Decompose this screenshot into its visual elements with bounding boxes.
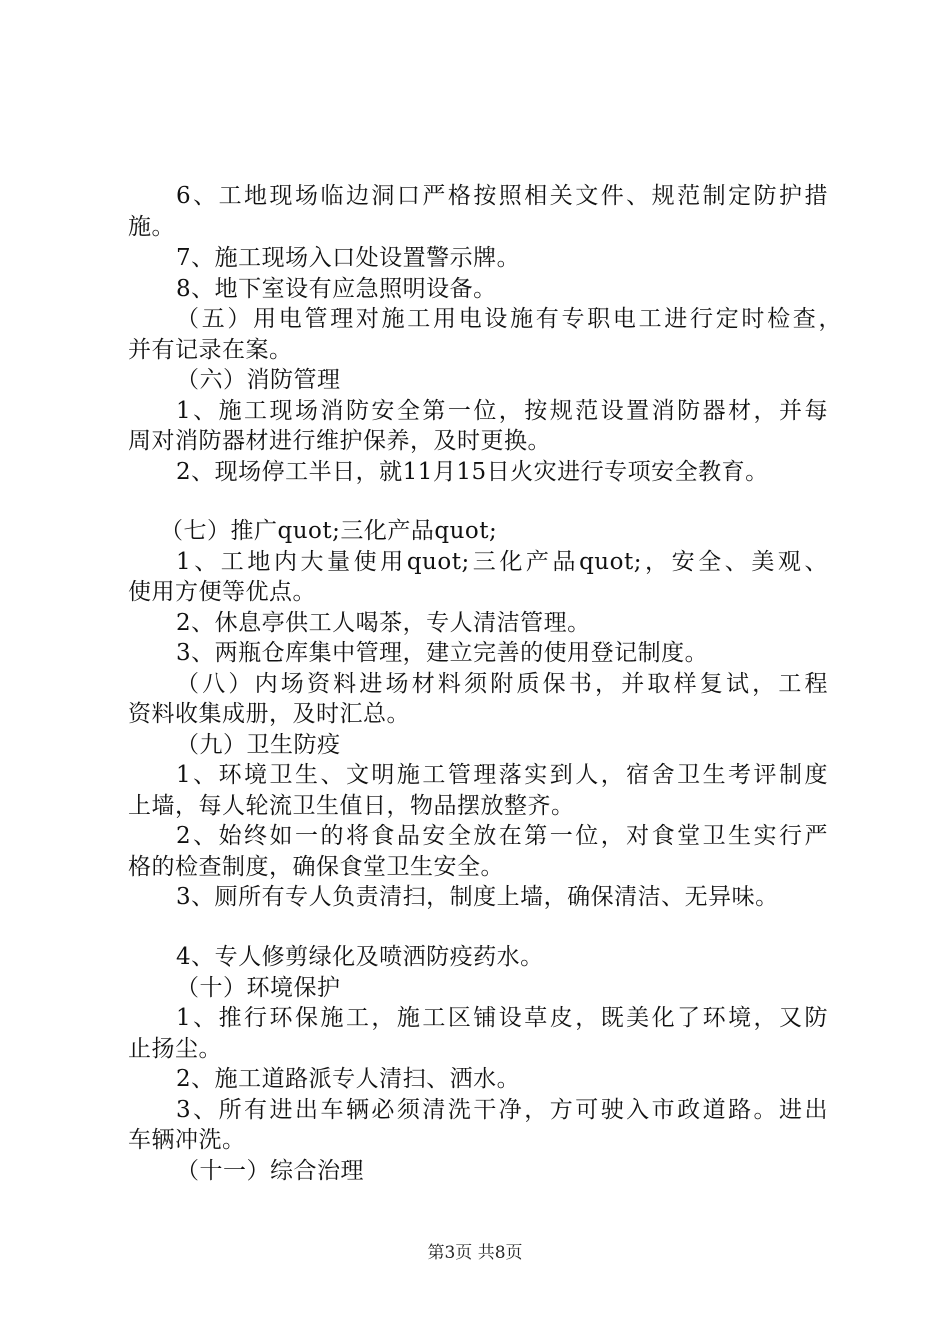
- text-line: （五）用电管理对施工用电设施有专职电工进行定时检查，: [176, 306, 842, 332]
- text-line: 7、施工现场入口处设置警示牌。: [176, 245, 521, 271]
- text-line: 施。: [128, 214, 175, 240]
- text-line: 3、所有进出车辆必须清洗干净，方可驶入市政道路。进出: [176, 1097, 828, 1123]
- section-heading: （十一）综合治理: [176, 1158, 364, 1184]
- text-line: 3、厕所有专人负责清扫，制度上墙，确保清洁、无异味。: [176, 884, 779, 910]
- text-line: 1、工地内大量使用quot;三化产品quot;，安全、美观、: [176, 549, 828, 575]
- text-line: 2、休息亭供工人喝茶，专人清洁管理。: [176, 610, 591, 636]
- text-line: 周对消防器材进行维护保养，及时更换。: [128, 428, 551, 454]
- text-line: 格的检查制度，确保食堂卫生安全。: [128, 854, 504, 880]
- text-line: 8、地下室设有应急照明设备。: [176, 276, 497, 302]
- text-line: 2、现场停工半日，就11月15日火灾进行专项安全教育。: [176, 459, 769, 485]
- section-heading: （六）消防管理: [176, 367, 341, 393]
- text-line: 2、始终如一的将食品安全放在第一位，对食堂卫生实行严: [176, 823, 828, 849]
- page-number-footer: 第3页 共8页: [427, 1243, 523, 1263]
- text-line: 2、施工道路派专人清扫、洒水。: [176, 1066, 521, 1092]
- text-line: 并有记录在案。: [128, 337, 293, 363]
- text-line: 1、环境卫生、文明施工管理落实到人，宿舍卫生考评制度: [176, 762, 828, 788]
- text-line: 6、工地现场临边洞口严格按照相关文件、规范制定防护措: [176, 183, 828, 209]
- text-line: 3、两瓶仓库集中管理，建立完善的使用登记制度。: [176, 640, 709, 666]
- section-heading: （九）卫生防疫: [176, 732, 341, 758]
- text-line: 使用方便等优点。: [128, 579, 316, 605]
- text-line: 上墙，每人轮流卫生值日，物品摆放整齐。: [128, 793, 575, 819]
- section-heading: （十）环境保护: [176, 975, 341, 1001]
- text-line: 止扬尘。: [128, 1036, 222, 1062]
- text-line: 4、专人修剪绿化及喷洒防疫药水。: [176, 944, 544, 970]
- text-line: （八）内场资料进场材料须附质保书，并取样复试，工程: [176, 671, 828, 697]
- text-line: 资料收集成册，及时汇总。: [128, 701, 410, 727]
- text-line: 1、推行环保施工，施工区铺设草皮，既美化了环境，又防: [176, 1005, 828, 1031]
- section-heading: （七）推广quot;三化产品quot;: [160, 518, 498, 544]
- text-line: 车辆冲洗。: [128, 1127, 246, 1153]
- text-line: 1、施工现场消防安全第一位，按规范设置消防器材，并每: [176, 398, 828, 424]
